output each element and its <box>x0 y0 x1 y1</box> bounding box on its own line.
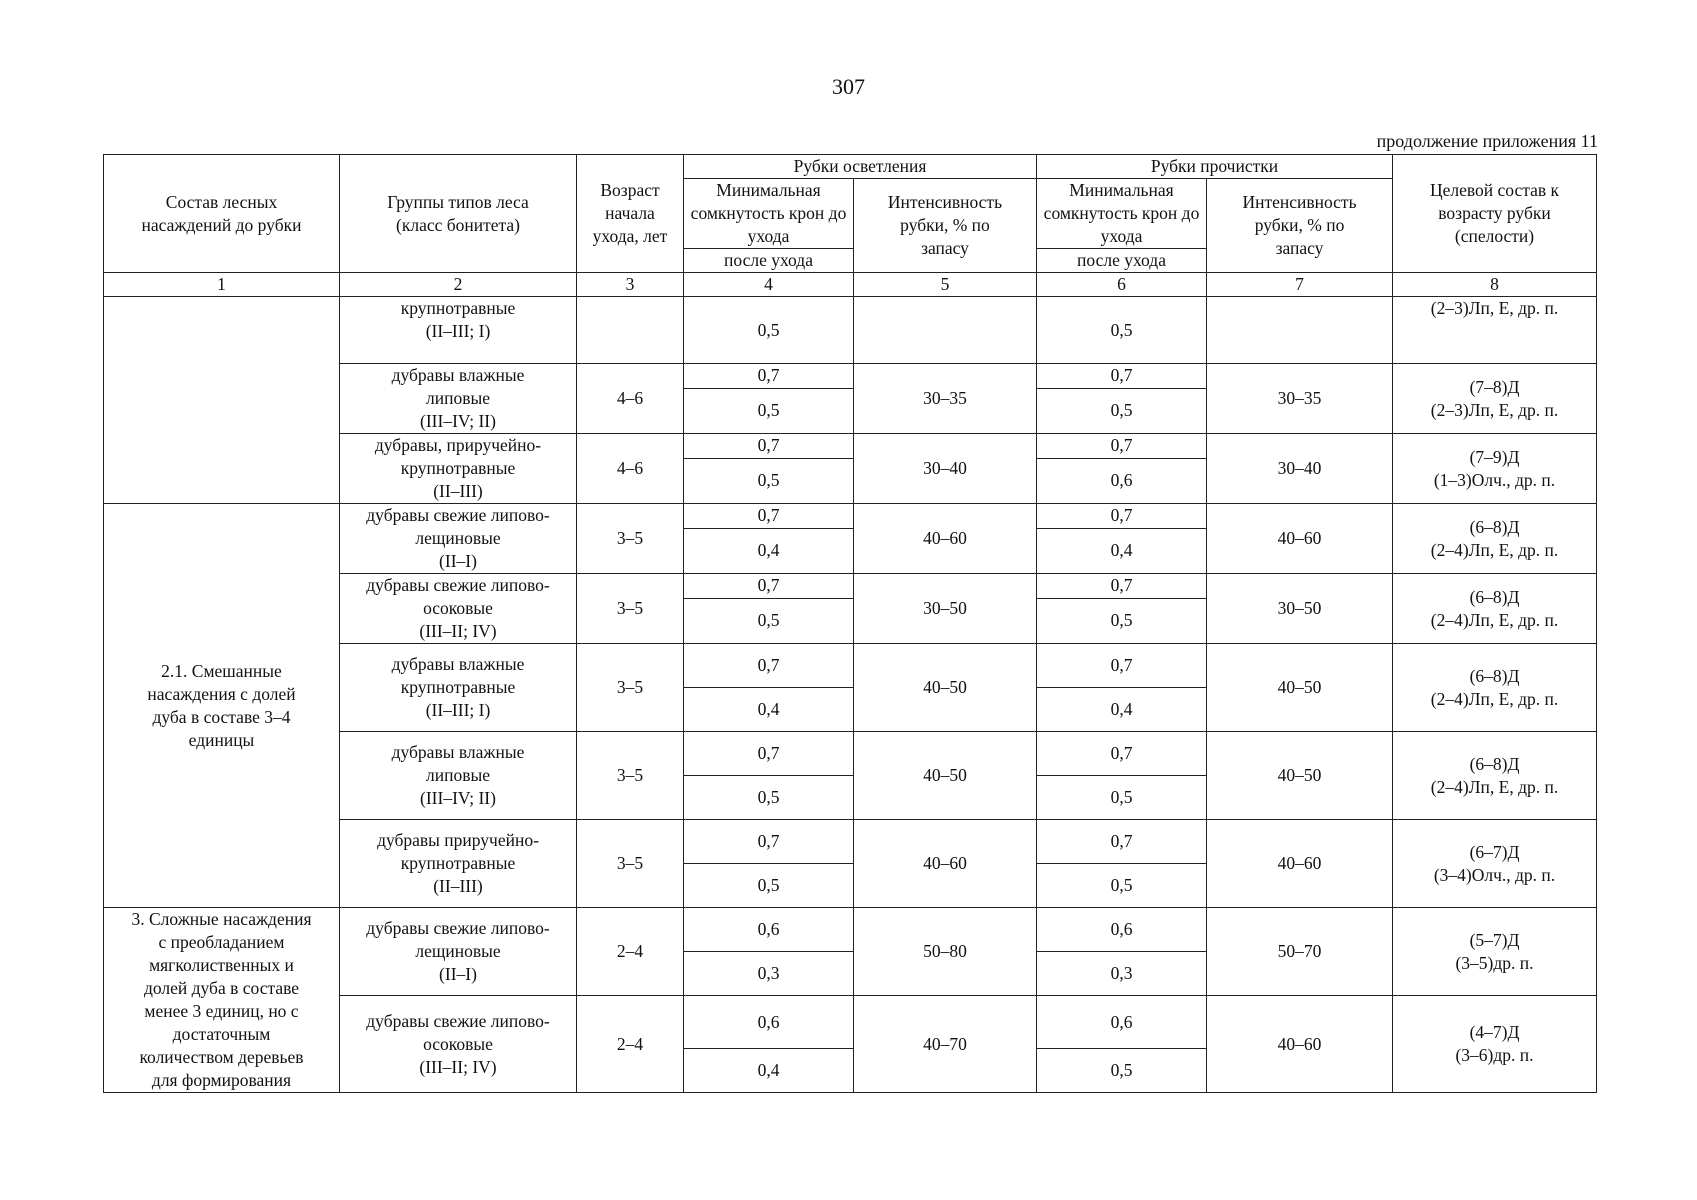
osv-after-cell: 0,5 <box>684 388 854 433</box>
pro-intensity-cell <box>1207 297 1393 364</box>
osv-after-cell: 0,4 <box>684 528 854 573</box>
header-target: Целевой состав к возрасту рубки (спелости) <box>1393 155 1597 273</box>
target-composition-cell: (2–3)Лп, Е, др. п. <box>1393 297 1597 364</box>
start-age-cell: 4–6 <box>577 434 684 504</box>
osv-after-cell: 0,4 <box>684 1049 854 1093</box>
pro-after-cell: 0,4 <box>1037 528 1207 573</box>
start-age-cell: 3–5 <box>577 504 684 574</box>
column-number: 6 <box>1037 273 1207 297</box>
osv-intensity-cell: 40–50 <box>854 644 1037 732</box>
osv-intensity-cell: 30–40 <box>854 434 1037 504</box>
header-osvetlenie: Рубки осветления <box>684 155 1037 179</box>
header-osv-min-density: Минимальная сомкнутость крон до ухода <box>684 179 854 249</box>
table-row <box>104 504 1597 529</box>
target-composition-cell: (6–7)Д (3–4)Олч., др. п. <box>1393 820 1597 908</box>
column-number: 3 <box>577 273 684 297</box>
osv-before-cell: 0,7 <box>684 364 854 389</box>
table-row <box>104 297 1597 341</box>
start-age-cell: 3–5 <box>577 820 684 908</box>
header-pro-min-density: Минимальная сомкнутость крон до ухода <box>1037 179 1207 249</box>
composition-cell <box>104 297 340 504</box>
osv-after-cell: 0,5 <box>684 864 854 908</box>
start-age-cell <box>577 297 684 364</box>
forest-group-cell: дубравы влажные липовые (III–IV; II) <box>340 364 577 434</box>
osv-after-cell: 0,3 <box>684 952 854 996</box>
column-number: 5 <box>854 273 1037 297</box>
osv-before-cell: 0,5 <box>684 297 854 364</box>
osv-before-cell: 0,7 <box>684 644 854 688</box>
pro-after-cell: 0,6 <box>1037 458 1207 503</box>
forest-group-cell: дубравы свежие липово- осоковые (III–II; IV) <box>340 574 577 644</box>
start-age-cell: 3–5 <box>577 732 684 820</box>
pro-intensity-cell: 40–60 <box>1207 996 1393 1093</box>
forest-group-cell: дубравы свежие липово- лещиновые (II–I) <box>340 504 577 574</box>
forestry-table <box>103 154 1597 1093</box>
osv-before-cell: 0,6 <box>684 908 854 952</box>
column-number: 2 <box>340 273 577 297</box>
forest-group-cell: дубравы, приручейно- крупнотравные (II–III) <box>340 434 577 504</box>
pro-before-cell: 0,7 <box>1037 434 1207 459</box>
pro-intensity-cell: 50–70 <box>1207 908 1393 996</box>
osv-intensity-cell: 40–60 <box>854 820 1037 908</box>
header-start-age: Возраст начала ухода, лет <box>577 155 684 273</box>
osv-intensity-cell: 40–50 <box>854 732 1037 820</box>
continuation-note: продолжение приложения 11 <box>1376 131 1598 151</box>
pro-before-cell: 0,5 <box>1037 297 1207 364</box>
osv-after-cell: 0,4 <box>684 688 854 732</box>
forest-group-cell: дубравы влажные липовые (III–IV; II) <box>340 732 577 820</box>
target-composition-cell: (6–8)Д (2–4)Лп, Е, др. п. <box>1393 644 1597 732</box>
page-number: 307 <box>832 74 865 99</box>
osv-before-cell: 0,7 <box>684 434 854 459</box>
forest-group-cell: крупнотравные (II–III; I) <box>340 297 577 364</box>
header-pro-after: после ухода <box>1037 249 1207 273</box>
start-age-cell: 4–6 <box>577 364 684 434</box>
column-number: 8 <box>1393 273 1597 297</box>
column-number: 4 <box>684 273 854 297</box>
osv-before-cell: 0,6 <box>684 996 854 1049</box>
forest-group-cell: дубравы приручейно- крупнотравные (II–III) <box>340 820 577 908</box>
pro-before-cell: 0,7 <box>1037 574 1207 599</box>
pro-intensity-cell: 40–50 <box>1207 644 1393 732</box>
target-composition-cell: (7–8)Д (2–3)Лп, Е, др. п. <box>1393 364 1597 434</box>
osv-intensity-cell <box>854 297 1037 364</box>
pro-intensity-cell: 40–60 <box>1207 820 1393 908</box>
target-composition-cell: (5–7)Д (3–5)др. п. <box>1393 908 1597 996</box>
pro-intensity-cell: 30–35 <box>1207 364 1393 434</box>
start-age-cell: 2–4 <box>577 908 684 996</box>
osv-before-cell: 0,7 <box>684 504 854 529</box>
start-age-cell: 3–5 <box>577 574 684 644</box>
header-composition: Состав лесных насаждений до рубки <box>104 155 340 273</box>
pro-before-cell: 0,7 <box>1037 820 1207 864</box>
osv-intensity-cell: 50–80 <box>854 908 1037 996</box>
target-composition-cell: (6–8)Д (2–4)Лп, Е, др. п. <box>1393 732 1597 820</box>
pro-before-cell: 0,7 <box>1037 732 1207 776</box>
osv-before-cell: 0,7 <box>684 820 854 864</box>
osv-intensity-cell: 40–70 <box>854 996 1037 1093</box>
osv-intensity-cell: 30–35 <box>854 364 1037 434</box>
table-row <box>104 908 1597 952</box>
osv-after-cell: 0,5 <box>684 458 854 503</box>
composition-cell: 3. Сложные насаждения с преобладанием мягколиственных и долей дуба в составе менее 3 единиц, но с достаточным количеством деревьев для формирования <box>104 908 340 1093</box>
target-composition-cell: (4–7)Д (3–6)др. п. <box>1393 996 1597 1093</box>
forest-group-cell: дубравы свежие липово- лещиновые (II–I) <box>340 908 577 996</box>
pro-after-cell: 0,4 <box>1037 688 1207 732</box>
start-age-cell: 2–4 <box>577 996 684 1093</box>
column-number: 7 <box>1207 273 1393 297</box>
osv-after-cell: 0,5 <box>684 598 854 643</box>
pro-intensity-cell: 30–40 <box>1207 434 1393 504</box>
pro-intensity-cell: 40–50 <box>1207 732 1393 820</box>
pro-before-cell: 0,6 <box>1037 908 1207 952</box>
column-number: 1 <box>104 273 340 297</box>
osv-after-cell: 0,5 <box>684 776 854 820</box>
pro-after-cell: 0,5 <box>1037 598 1207 643</box>
osv-before-cell: 0,7 <box>684 732 854 776</box>
pro-after-cell: 0,5 <box>1037 864 1207 908</box>
forest-group-cell: дубравы влажные крупнотравные (II–III; I) <box>340 644 577 732</box>
pro-before-cell: 0,6 <box>1037 996 1207 1049</box>
pro-after-cell: 0,3 <box>1037 952 1207 996</box>
pro-intensity-cell: 40–60 <box>1207 504 1393 574</box>
osv-before-cell: 0,7 <box>684 574 854 599</box>
header-osv-after: после ухода <box>684 249 854 273</box>
start-age-cell: 3–5 <box>577 644 684 732</box>
osv-intensity-cell: 30–50 <box>854 574 1037 644</box>
pro-after-cell: 0,5 <box>1037 1049 1207 1093</box>
target-composition-cell: (7–9)Д (1–3)Олч., др. п. <box>1393 434 1597 504</box>
osv-intensity-cell: 40–60 <box>854 504 1037 574</box>
pro-after-cell: 0,5 <box>1037 388 1207 433</box>
pro-before-cell: 0,7 <box>1037 644 1207 688</box>
pro-after-cell: 0,5 <box>1037 776 1207 820</box>
header-pro-intensity: Интенсивность рубки, % по запасу <box>1207 179 1393 273</box>
header-forest-groups: Группы типов леса (класс бонитета) <box>340 155 577 273</box>
pro-intensity-cell: 30–50 <box>1207 574 1393 644</box>
target-composition-cell: (6–8)Д (2–4)Лп, Е, др. п. <box>1393 504 1597 574</box>
forest-group-cell: дубравы свежие липово- осоковые (III–II; IV) <box>340 996 577 1093</box>
header-osv-intensity: Интенсивность рубки, % по запасу <box>854 179 1037 273</box>
pro-before-cell: 0,7 <box>1037 504 1207 529</box>
pro-before-cell: 0,7 <box>1037 364 1207 389</box>
header-prochistki: Рубки прочистки <box>1037 155 1393 179</box>
composition-cell: 2.1. Смешанные насаждения с долей дуба в составе 3–4 единицы <box>104 504 340 908</box>
target-composition-cell: (6–8)Д (2–4)Лп, Е, др. п. <box>1393 574 1597 644</box>
